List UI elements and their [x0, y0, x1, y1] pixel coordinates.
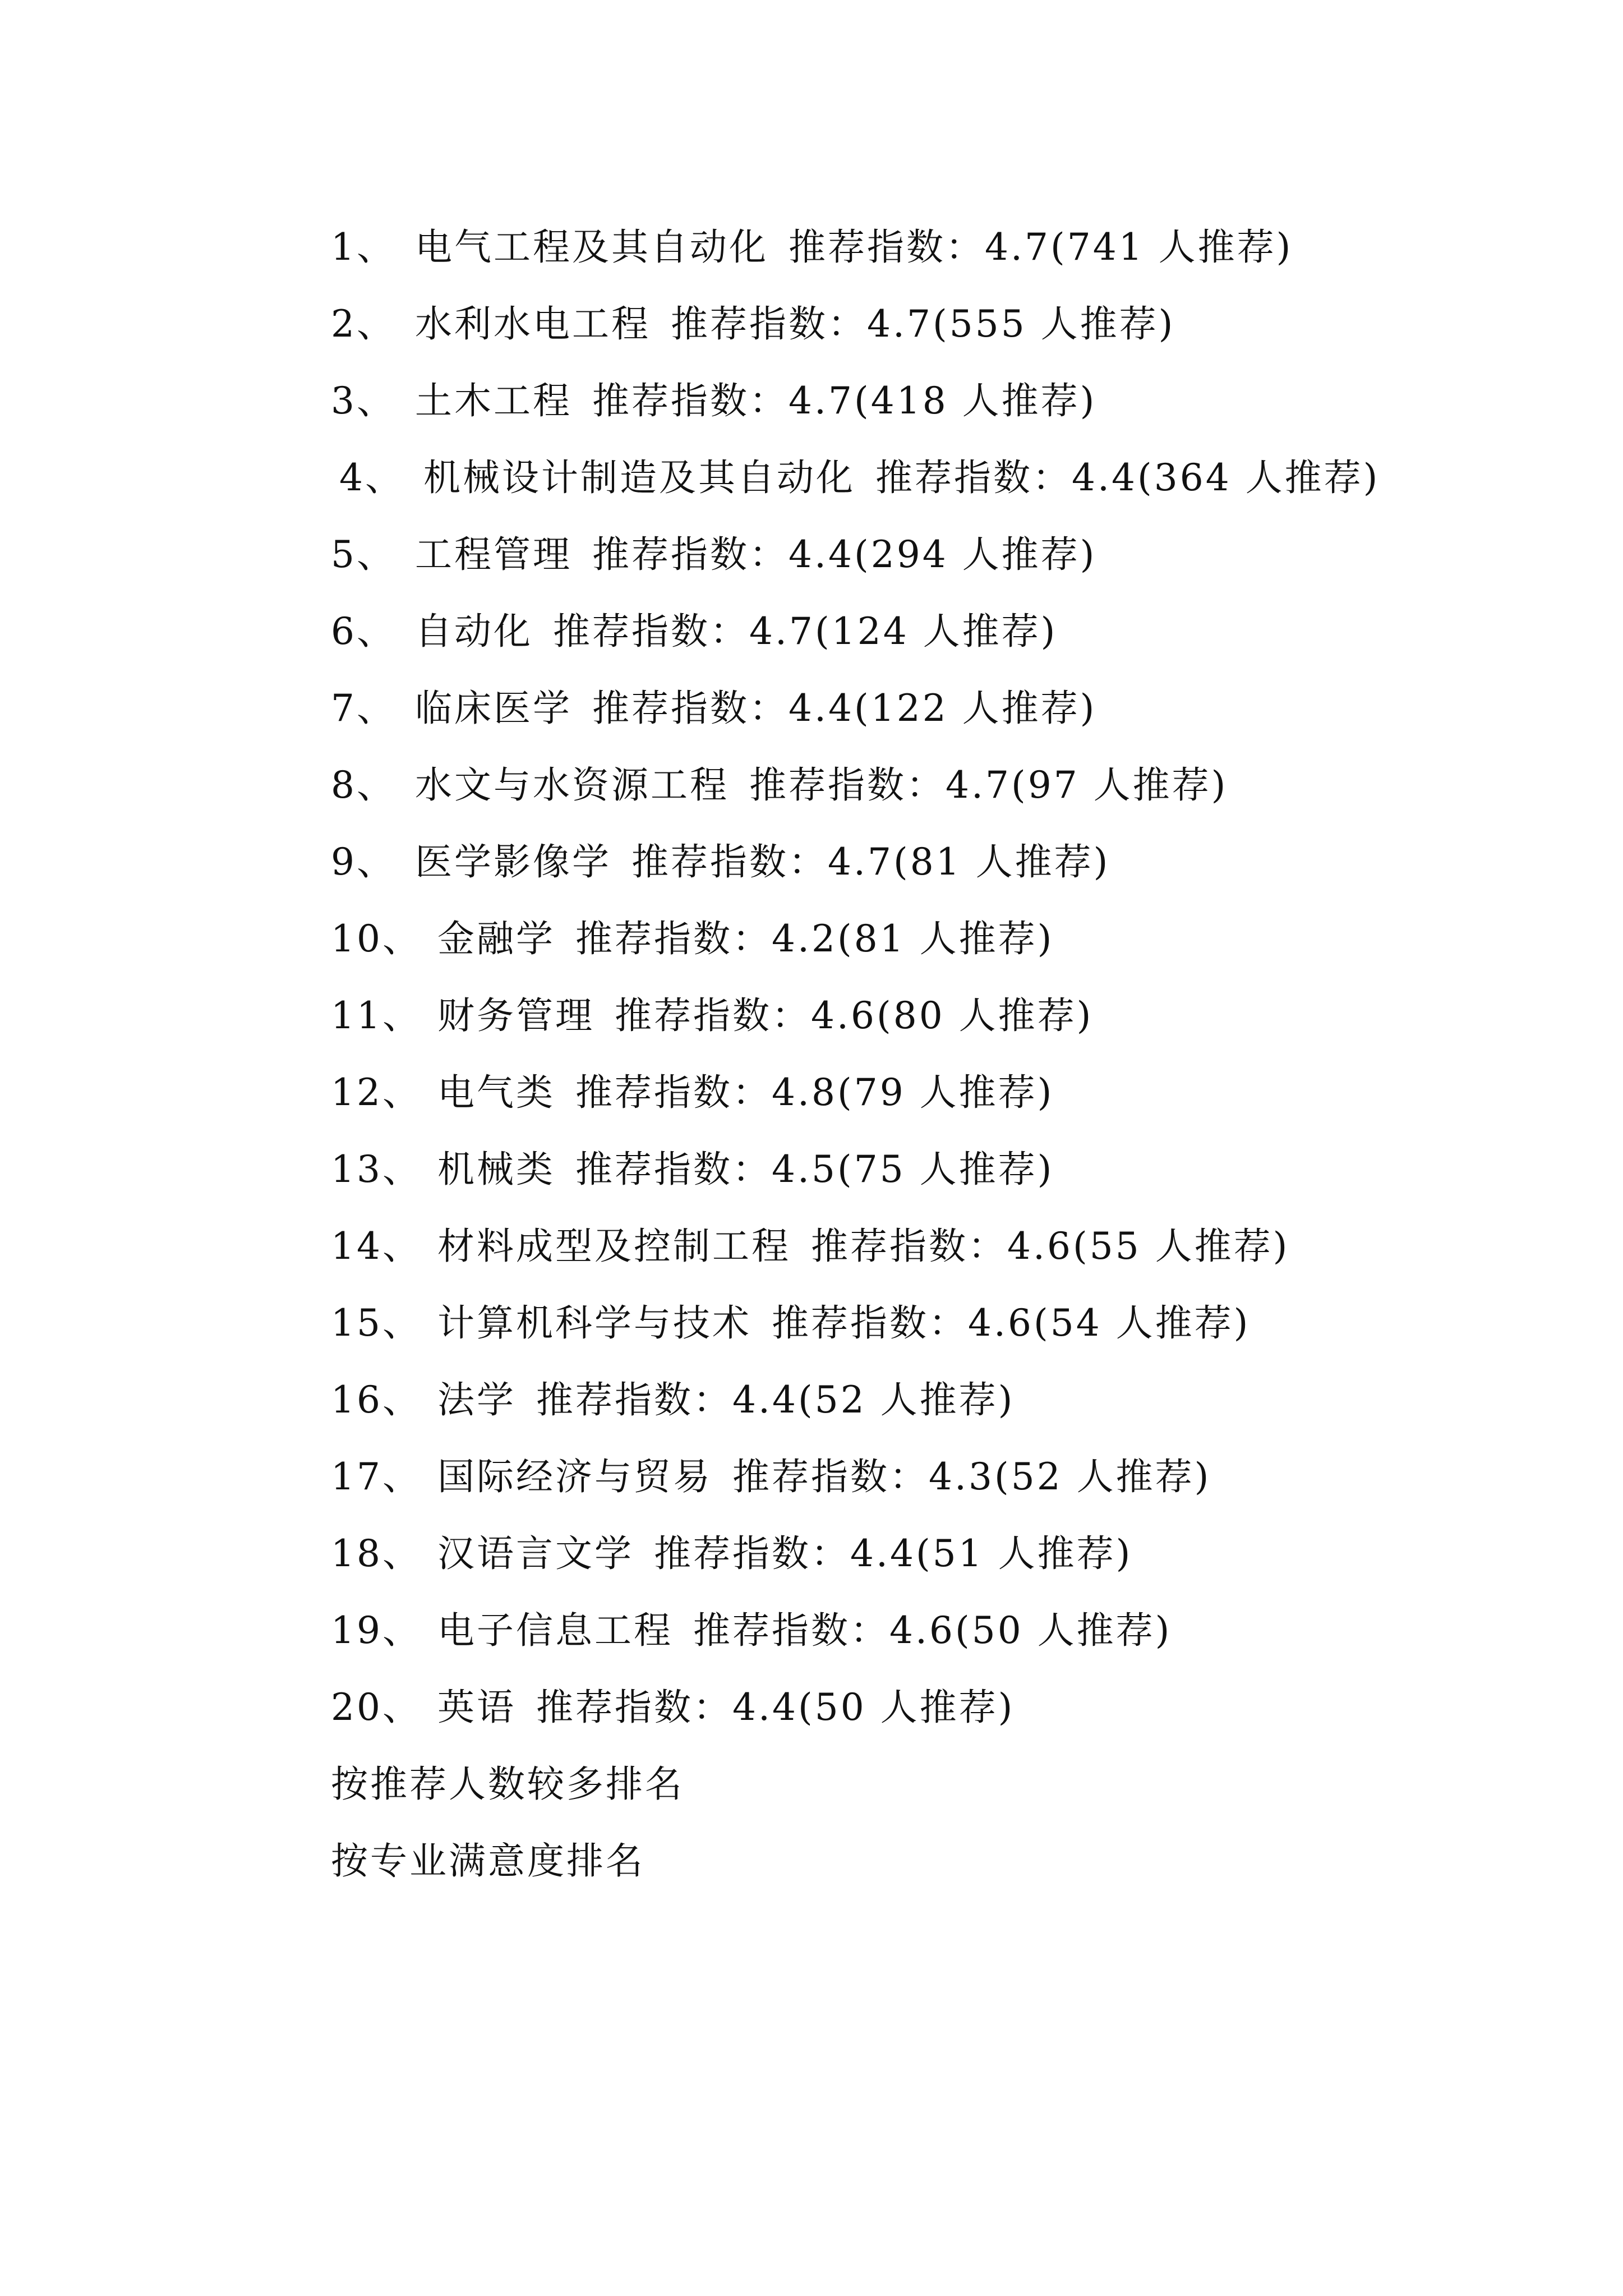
item-number: 6、: [331, 610, 396, 653]
list-item: [247, 1438, 1413, 1515]
item-score: 推荐指数：4.4(50 人推荐): [536, 1686, 1015, 1729]
item-score: 推荐指数：4.7(124 人推荐): [553, 610, 1058, 653]
item-score: 推荐指数：4.6(55 人推荐): [811, 1225, 1290, 1268]
sort-by-count-text: 按推荐人数较多排名: [331, 1763, 684, 1806]
list-item: [247, 1054, 1413, 1131]
list-item: [247, 1669, 1413, 1746]
item-major: 临床医学: [415, 687, 572, 730]
sort-by-satisfaction-text: 按专业满意度排名: [331, 1839, 645, 1883]
item-major: 计算机科学与技术: [437, 1301, 751, 1345]
list-item: [247, 1361, 1413, 1438]
item-number: 15、: [331, 1301, 422, 1345]
item-score: 推荐指数：4.3(52 人推荐): [732, 1455, 1211, 1498]
item-score: 推荐指数：4.7(81 人推荐): [631, 840, 1110, 884]
item-score: 推荐指数：4.7(418 人推荐): [592, 379, 1097, 422]
item-major: 电气类: [437, 1071, 555, 1114]
list-item: [247, 1131, 1413, 1208]
list-item: [247, 1208, 1413, 1285]
item-score: 推荐指数：4.2(81 人推荐): [575, 917, 1054, 960]
item-major: 电气工程及其自动化: [415, 226, 768, 269]
list-item: [247, 1515, 1413, 1592]
list-item: [247, 286, 1413, 362]
list-item: [247, 516, 1413, 593]
list-item: [247, 823, 1413, 900]
item-score: 推荐指数：4.6(54 人推荐): [772, 1301, 1251, 1345]
item-score: 推荐指数：4.7(741 人推荐): [789, 226, 1293, 269]
item-major: 机械类: [437, 1148, 555, 1191]
list-item: [247, 362, 1413, 439]
item-number: 3、: [331, 379, 396, 422]
item-number: 9、: [331, 840, 396, 884]
item-score: 推荐指数：4.4(52 人推荐): [536, 1378, 1015, 1421]
item-number: 1、: [331, 226, 396, 269]
item-number: 20、: [331, 1686, 422, 1729]
item-major: 工程管理: [415, 533, 572, 576]
list-item: [247, 209, 1413, 286]
list-item: [247, 900, 1413, 977]
item-score: 推荐指数：4.7(555 人推荐): [671, 302, 1175, 346]
item-major: 汉语言文学: [437, 1532, 634, 1575]
list-item: [247, 747, 1413, 823]
item-score: 推荐指数：4.4(294 人推荐): [592, 533, 1097, 576]
major-ranking-list: [247, 209, 1413, 1899]
item-major: 财务管理: [437, 994, 594, 1037]
item-major: 机械设计制造及其自动化: [423, 456, 855, 499]
item-score: 推荐指数：4.6(50 人推荐): [693, 1609, 1172, 1652]
item-score: 推荐指数：4.5(75 人推荐): [575, 1148, 1054, 1191]
item-number: 12、: [331, 1071, 422, 1114]
item-major: 金融学: [437, 917, 555, 960]
item-major: 医学影像学: [415, 840, 611, 884]
item-major: 水利水电工程: [415, 302, 651, 346]
item-major: 土木工程: [415, 379, 572, 422]
item-score: 推荐指数：4.4(122 人推荐): [592, 687, 1097, 730]
item-number: 13、: [331, 1148, 422, 1191]
item-major: 自动化: [415, 610, 533, 653]
list-item: [247, 977, 1413, 1054]
item-major: 电子信息工程: [437, 1609, 673, 1652]
item-number: 11、: [331, 994, 422, 1037]
item-number: 14、: [331, 1225, 422, 1268]
item-major: 法学: [437, 1378, 516, 1421]
item-score: 推荐指数：4.4(51 人推荐): [654, 1532, 1133, 1575]
item-number: 10、: [331, 917, 422, 960]
item-score: 推荐指数：4.4(364 人推荐): [875, 456, 1380, 499]
item-number: 16、: [331, 1378, 422, 1421]
item-major: 材料成型及控制工程: [437, 1225, 791, 1268]
item-number: 17、: [331, 1455, 422, 1498]
item-number: 19、: [331, 1609, 422, 1652]
item-number: 2、: [331, 302, 396, 346]
list-item: [247, 439, 1413, 516]
item-number: 5、: [331, 533, 396, 576]
list-item: [247, 593, 1413, 670]
item-score: 推荐指数：4.8(79 人推荐): [575, 1071, 1054, 1114]
item-number: 8、: [331, 763, 396, 807]
item-score: 推荐指数：4.7(97 人推荐): [749, 763, 1228, 807]
list-item: [247, 670, 1413, 747]
item-major: 国际经济与贸易: [437, 1455, 712, 1498]
list-item: [247, 1285, 1413, 1361]
item-number: 7、: [331, 687, 396, 730]
list-item: [247, 1592, 1413, 1669]
item-major: 水文与水资源工程: [415, 763, 729, 807]
item-number: 4、: [339, 456, 404, 499]
item-major: 英语: [437, 1686, 516, 1729]
item-score: 推荐指数：4.6(80 人推荐): [615, 994, 1094, 1037]
item-number: 18、: [331, 1532, 422, 1575]
